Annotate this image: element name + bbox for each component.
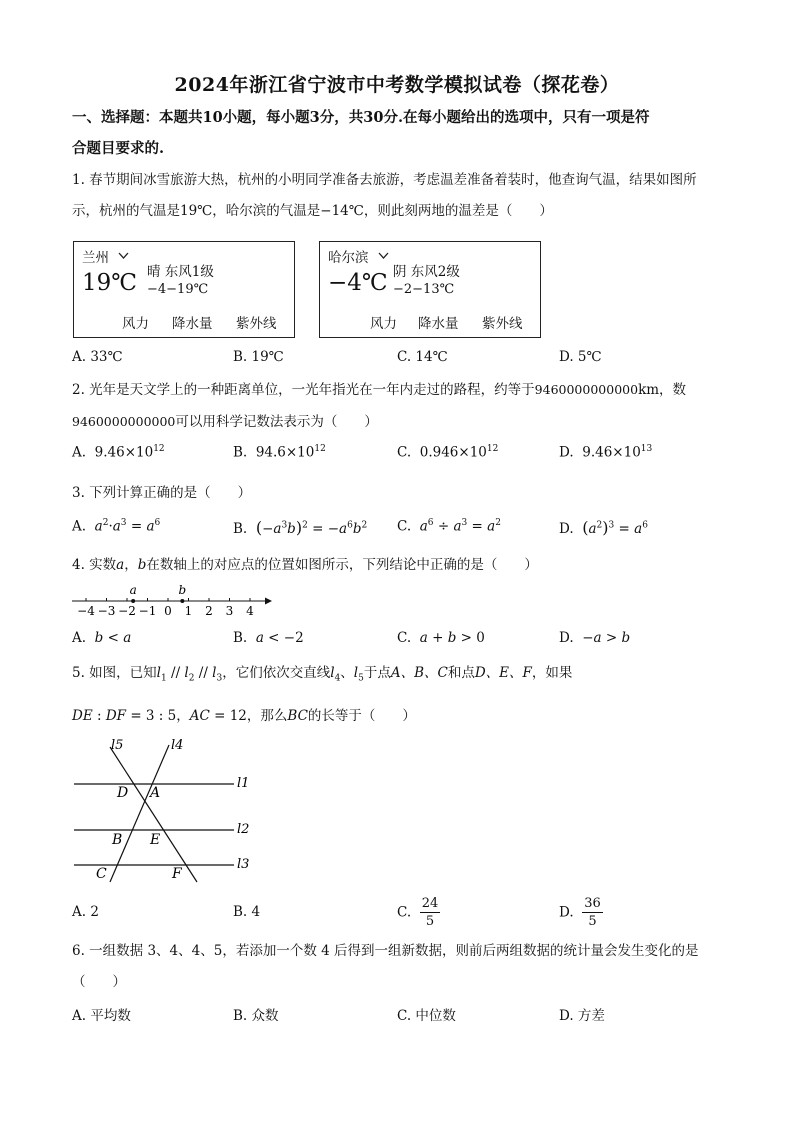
q6-option-c[interactable]: C. 中位数 bbox=[397, 1008, 456, 1024]
q1-option-c[interactable]: C. 14℃ bbox=[397, 349, 448, 365]
weather-card-harbin bbox=[319, 241, 541, 338]
q5-option-c[interactable]: C. $\frac{24}{5}$ bbox=[397, 896, 439, 929]
number-line bbox=[70, 583, 275, 619]
tab-wind: 风力 bbox=[122, 316, 149, 332]
q3-options bbox=[72, 518, 732, 542]
q4-option-a[interactable]: A. b < a bbox=[72, 630, 132, 646]
q1-line2: 示，杭州的气温是19℃，哈尔滨的气温是−14℃，则此刻两地的温差是（ ） bbox=[72, 203, 553, 219]
temperature: 19℃ bbox=[82, 270, 137, 296]
label-F: F bbox=[172, 866, 182, 882]
tick-label: 3 bbox=[225, 604, 234, 618]
q1-line1: 1. 春节期间冰雪旅游大热，杭州的小明同学准备去旅游，考虑温差准备着装时，他查询气温，结果如图所 bbox=[72, 172, 697, 188]
label-B: B bbox=[112, 832, 123, 848]
city-name: 哈尔滨 bbox=[328, 250, 369, 266]
tab-uv: 紫外线 bbox=[482, 316, 523, 332]
q4-options bbox=[72, 630, 732, 654]
tick-label: −3 bbox=[97, 604, 116, 618]
question-1 bbox=[72, 165, 732, 227]
question-2: 2. 光年是天文学上的一种距离单位，一光年指光在一年内走过的路程，约等于9460000000000km，数 9460000000000可以用科学记数法表示为（ ） bbox=[72, 382, 687, 430]
tab-uv: 紫外线 bbox=[236, 316, 277, 332]
tick-label: −2 bbox=[118, 604, 136, 618]
point-a bbox=[131, 599, 135, 603]
q3-option-d[interactable]: D. $(a^2)^3 = a^6$ bbox=[559, 518, 648, 537]
q5-option-b[interactable]: B. 4 bbox=[233, 904, 261, 920]
label-D: D bbox=[117, 785, 129, 801]
q5-options bbox=[72, 895, 732, 935]
line-l4 bbox=[110, 745, 169, 882]
page-title: 2024年浙江省宁波市中考数学模拟试卷（探花卷） bbox=[174, 74, 620, 96]
label-l4: l4 bbox=[171, 738, 184, 753]
q2-option-d[interactable]: D. $9.46\times 10^{13}$ bbox=[559, 444, 653, 461]
parallel-lines-figure bbox=[70, 735, 260, 885]
q6-options bbox=[72, 1004, 732, 1028]
weather-desc: 晴 东风1级 bbox=[147, 264, 214, 280]
section-heading: 一、选择题：本题共10小题，每小题3分，共30分.在每小题给出的选项中，只有一项是符 合题目要求的. bbox=[72, 109, 650, 157]
q2-options bbox=[72, 444, 732, 468]
q5-option-d[interactable]: D. $\frac{36}{5}$ bbox=[559, 896, 601, 929]
q6-option-b[interactable]: B. 众数 bbox=[233, 1008, 279, 1024]
point-label-b: b bbox=[178, 583, 187, 597]
label-l3: l3 bbox=[237, 857, 250, 872]
label-l2: l2 bbox=[237, 822, 250, 837]
q5-option-a[interactable]: A. 2 bbox=[72, 904, 99, 920]
tab-rain: 降水量 bbox=[172, 316, 213, 332]
q6-option-d[interactable]: D. 方差 bbox=[559, 1008, 605, 1024]
label-E: E bbox=[150, 832, 161, 848]
q2-option-a[interactable]: A. $9.46\times 10^{12}$ bbox=[72, 444, 165, 461]
chevron-down-icon bbox=[118, 250, 129, 263]
q1-options bbox=[72, 349, 732, 373]
tick-label: 0 bbox=[164, 604, 172, 618]
label-C: C bbox=[96, 866, 107, 882]
temperature: −4℃ bbox=[328, 270, 388, 296]
q3-option-b[interactable]: B. $(-a^3b)^2 = -a^6b^2$ bbox=[233, 518, 368, 537]
q4-option-c[interactable]: C. a + b > 0 bbox=[397, 630, 485, 646]
tick-label: −1 bbox=[138, 604, 157, 618]
question-4: 4. 实数a，b在数轴上的对应点的位置如图所示，下列结论中正确的是（ ） bbox=[72, 557, 538, 573]
tab-rain: 降水量 bbox=[418, 316, 459, 332]
q2-option-c[interactable]: C. $0.946\times 10^{12}$ bbox=[397, 444, 499, 461]
label-A: A bbox=[150, 785, 161, 801]
question-6: 6. 一组数据 3、4、4、5，若添加一个数 4 后得到一组新数据，则前后两组数据的统计量会发生变化的是 （ ） bbox=[72, 943, 699, 990]
point-label-a: a bbox=[129, 583, 137, 597]
q4-option-b[interactable]: B. a < −2 bbox=[233, 630, 304, 646]
q3-option-a[interactable]: A. $a^2\cdot a^3 = a^6$ bbox=[72, 518, 161, 535]
tab-wind: 风力 bbox=[370, 316, 397, 332]
question-5: 5. 如图，已知$l_1 // l_2 // l_3$，它们依次交直线$l_4$、$l_5$于点A、B、C和点D、E、F，如果 DE : DF = 3 : 5，AC = 12，那么BC的长等于（ ） bbox=[72, 665, 573, 724]
weather-card-lanzhou bbox=[73, 241, 295, 338]
q3-option-c[interactable]: C. $a^6 \div a^3 = a^2$ bbox=[397, 518, 501, 535]
tick-label: −4 bbox=[77, 604, 95, 618]
tick-label: 2 bbox=[205, 604, 213, 618]
q1-option-a[interactable]: A. 33℃ bbox=[72, 349, 123, 365]
temp-range: −2−13℃ bbox=[393, 282, 455, 297]
city-name: 兰州 bbox=[82, 250, 109, 266]
line-l5 bbox=[110, 747, 197, 882]
question-3: 3. 下列计算正确的是（ ） bbox=[72, 485, 252, 501]
tick-label: 4 bbox=[246, 604, 254, 618]
label-l5: l5 bbox=[111, 738, 124, 753]
point-b bbox=[180, 599, 184, 603]
q2-option-b[interactable]: B. $94.6\times 10^{12}$ bbox=[233, 444, 326, 461]
label-l1: l1 bbox=[237, 776, 250, 791]
weather-desc: 阴 东风2级 bbox=[393, 264, 460, 280]
temp-range: −4−19℃ bbox=[147, 282, 209, 297]
tick-label: 1 bbox=[184, 604, 193, 618]
q4-option-d[interactable]: D. −a > b bbox=[559, 630, 631, 646]
q1-option-b[interactable]: B. 19℃ bbox=[233, 349, 284, 365]
q6-option-a[interactable]: A. 平均数 bbox=[72, 1008, 131, 1024]
q1-option-d[interactable]: D. 5℃ bbox=[559, 349, 602, 365]
chevron-down-icon bbox=[378, 250, 389, 263]
